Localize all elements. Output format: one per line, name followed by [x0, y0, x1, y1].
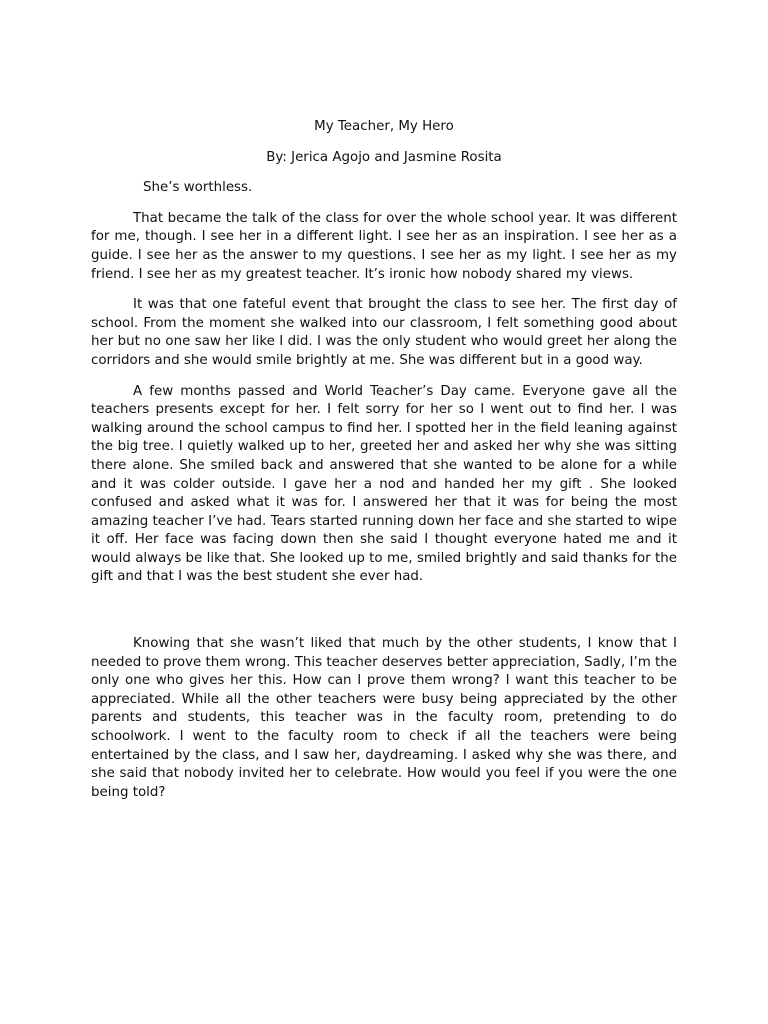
paragraph-2: It was that one fateful event that brought the class to see her. The first day of school. From the moment she walked into our classroom, I felt something good about her but no one saw her like I did. I was the only student who would greet her along the corridors and she would smile brightly at me. She was different but in a good way. [91, 297, 677, 368]
paragraph-1: That became the talk of the class for over the whole school year. It was different for me, though. I see her in a different light. I see her as an inspiration. I see her as a guide. I see her as the answer to my questions. I see her as my light. I see her as my friend. I see her as my greatest teacher. It’s ironic how nobody shared my views. [91, 210, 677, 282]
paragraph-3: A few months passed and World Teacher’s Day came. Everyone gave all the teachers presents except for her. I felt sorry for her so I went out to find her. I was walking around the school campus to find her. I spotted her in the field leaning against the big tree. I quietly walked up to her, greeted her and asked her why she was sitting there alone. She smiled back and answered that she wanted to be alone for a while and it was colder outside. I gave her a nod and handed her my gift . She looked confused and asked what it was for. I answered her that it was for being the most amazing teacher I’ve had. Tears started running down her face and she started to wipe it off. Her face was facing down then she said I thought everyone hated me and it would always be like that. She looked up to me, smiled brightly and said thanks for the gift and that I was the best student she ever had. [91, 383, 677, 585]
opening-line: She’s worthless. [143, 180, 253, 196]
document-title: My Teacher, My Hero [314, 119, 454, 134]
document-byline: By: Jerica Agojo and Jasmine Rosita [266, 149, 502, 165]
document-page [91, 118, 677, 814]
paragraph-4: Knowing that she wasn’t liked that much by the other students, I know that I needed to prove them wrong. This teacher deserves better appreciation, Sadly, I’m the only one who gives her this. How can I prove them wrong? I want this teacher to be appreciated. While all the other teachers were busy being appreciated by the other parents and students, this teacher was in the faculty room, pretending to do schoolwork. I went to the faculty room to check if all the teachers were being entertained by the class, and I saw her, daydreaming. I asked why she was there, and she said that nobody invited her to celebrate. How would you feel if you were the one being told? [91, 636, 677, 800]
